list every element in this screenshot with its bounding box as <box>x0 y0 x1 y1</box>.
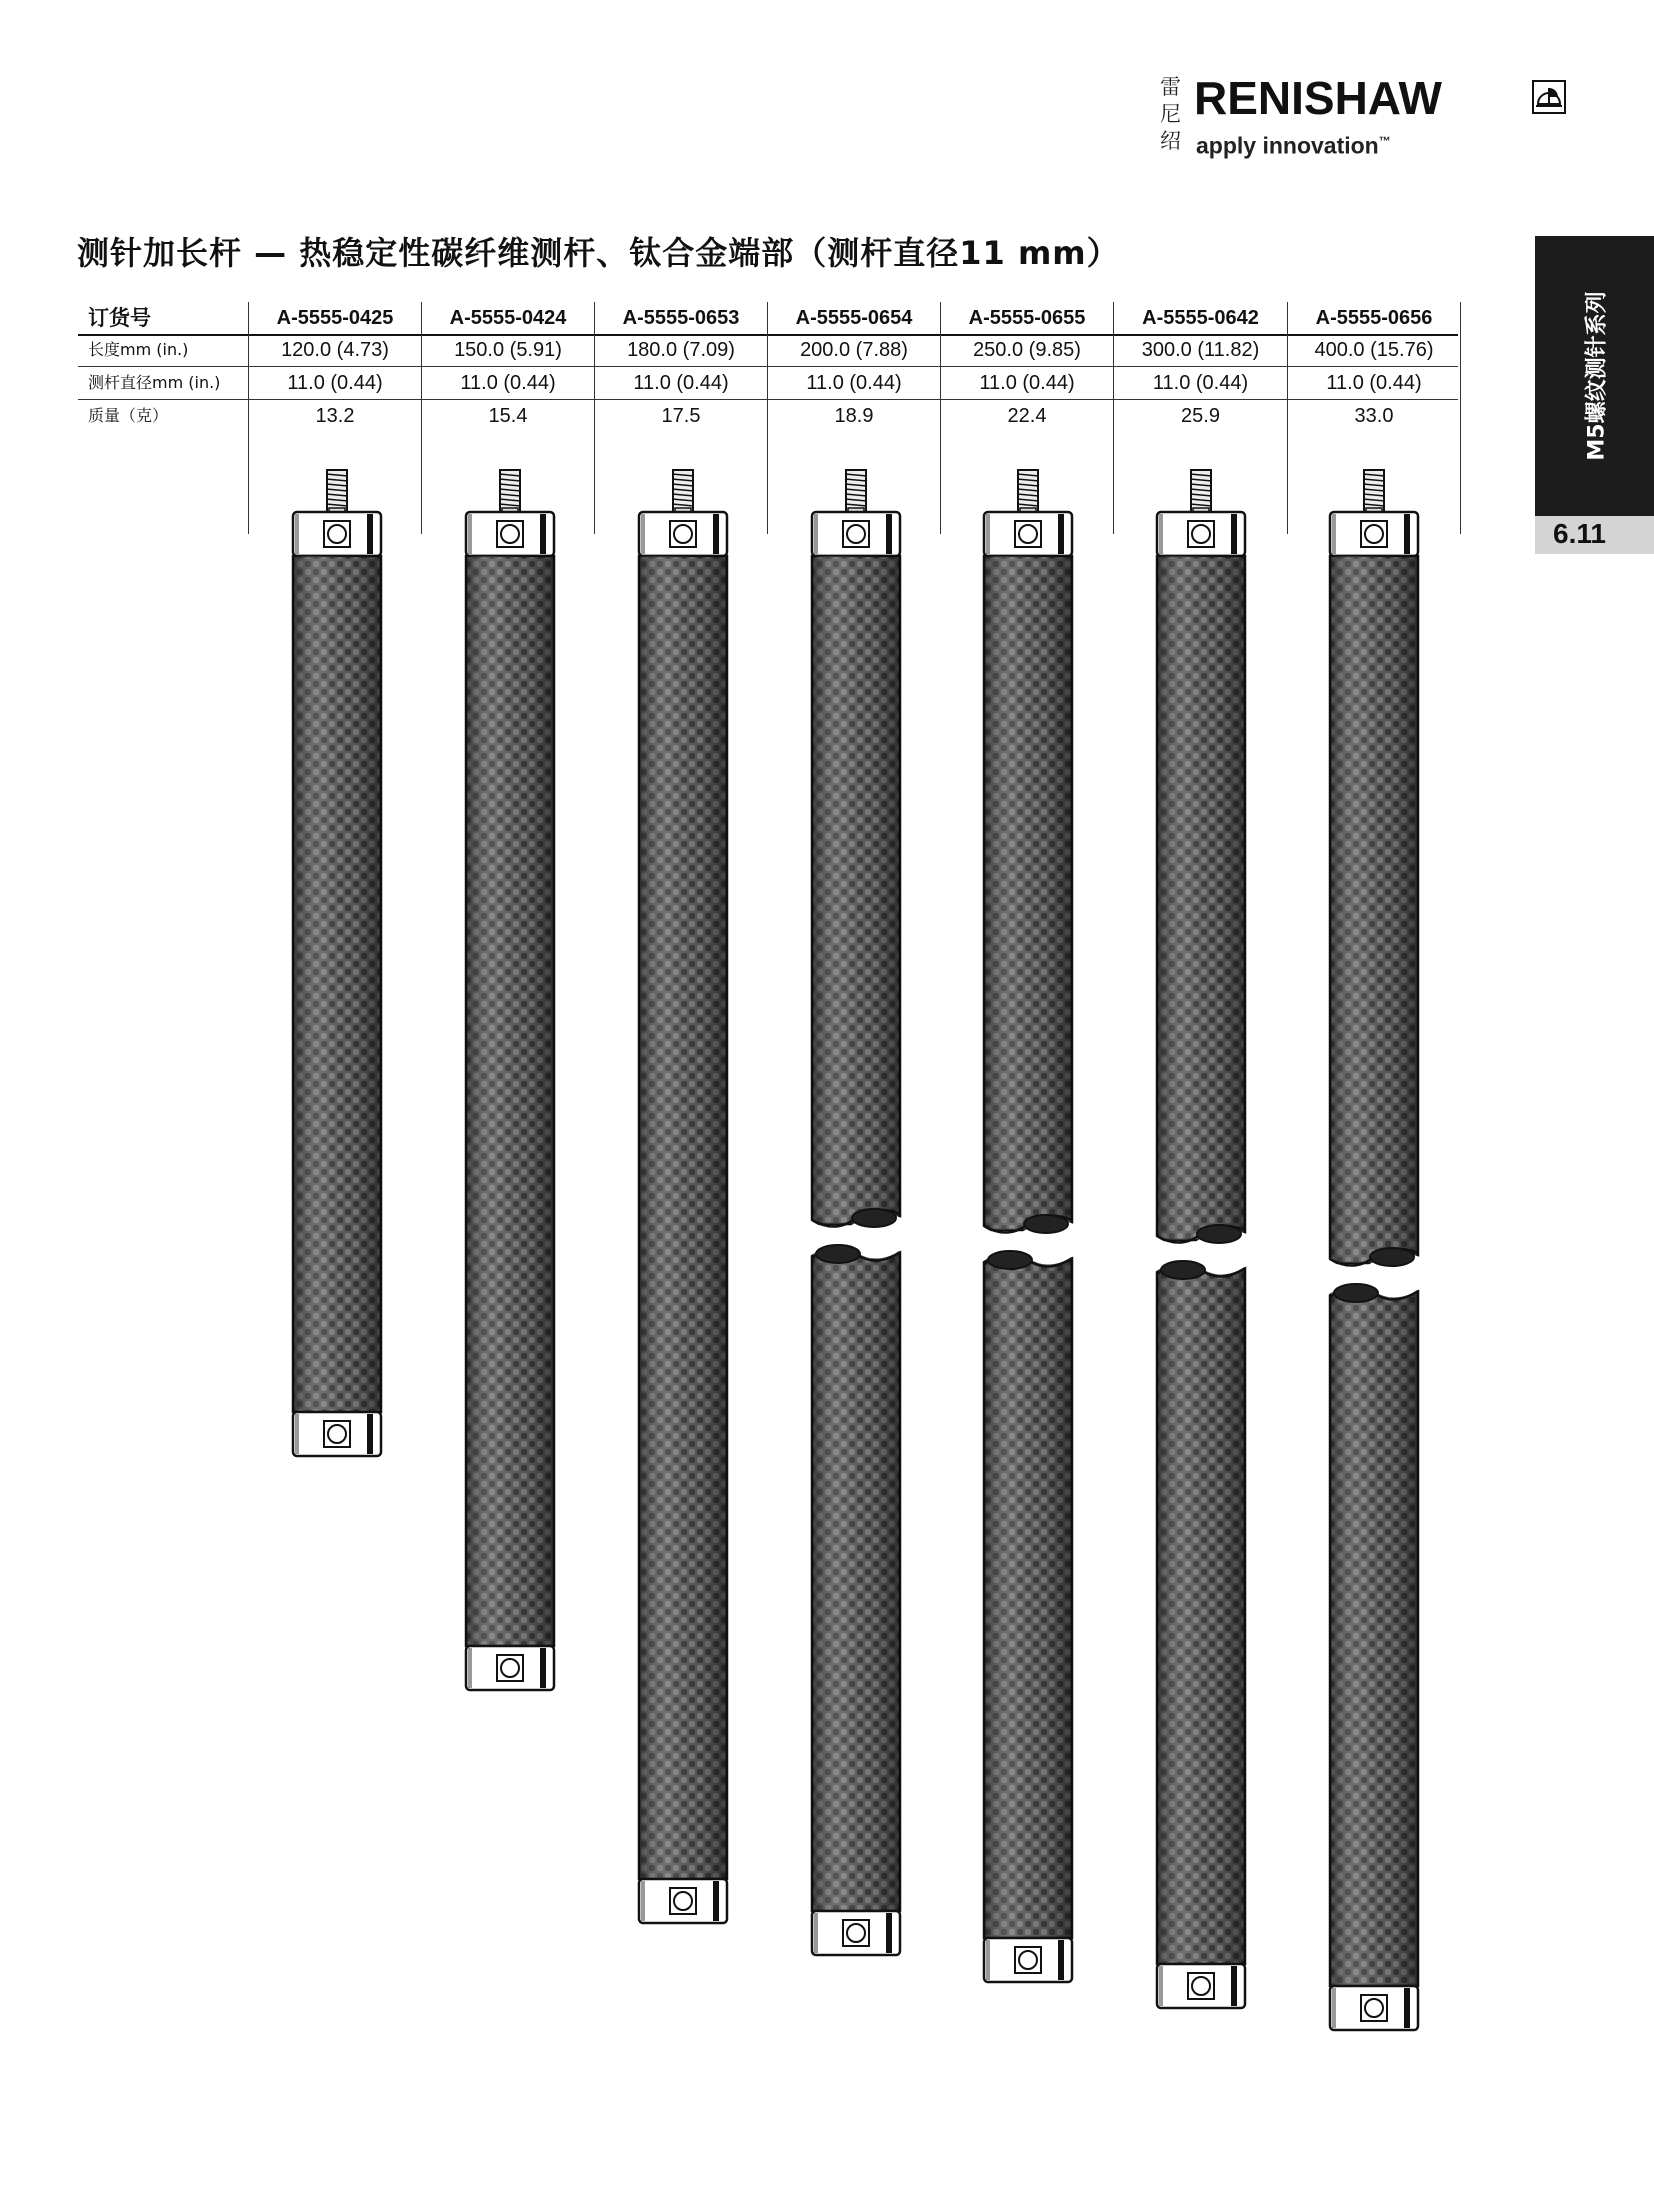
carbon-fiber-shaft <box>812 556 900 1224</box>
stylus-extension-6 <box>1155 470 1247 2008</box>
titanium-end-cap <box>984 512 1072 556</box>
length-cell: 400.0 (15.76) <box>1314 339 1434 361</box>
logo-brand-name: RENISHAW <box>1194 72 1442 124</box>
length-cell: 150.0 (5.91) <box>454 339 562 361</box>
titanium-end-cap <box>466 1646 554 1690</box>
mass-cell: 33.0 <box>1354 405 1394 427</box>
titanium-end-cap <box>984 1938 1072 1982</box>
order-code-cell: A-5555-0656 <box>1315 307 1433 329</box>
mass-cell: 22.4 <box>1007 405 1047 427</box>
order-code-cell: A-5555-0425 <box>276 307 394 329</box>
titanium-end-cap <box>639 512 727 556</box>
mass-cell: 13.2 <box>315 405 355 427</box>
page-number: 6.11 <box>1553 518 1606 549</box>
titanium-end-cap <box>293 1412 381 1456</box>
diameter-label: 测杆直径mm (in.) <box>88 373 221 392</box>
titanium-end-cap <box>812 512 900 556</box>
diameter-cell: 11.0 (0.44) <box>460 372 556 394</box>
titanium-end-cap <box>1157 1964 1245 2008</box>
logo-cn-char: 绍 <box>1160 129 1181 153</box>
stylus-extension-2 <box>466 470 554 1690</box>
mass-label: 质量（克） <box>88 406 169 425</box>
diameter-cell: 11.0 (0.44) <box>806 372 902 394</box>
stylus-extension-4 <box>810 470 902 1955</box>
stylus-extension-5 <box>982 470 1074 1982</box>
titanium-end-cap <box>1157 512 1245 556</box>
section-label: M5螺纹测针系列 <box>1584 291 1609 461</box>
page-title: 测针加长杆 — 热稳定性碳纤维测杆、钛合金端部（测杆直径11 mm） <box>77 234 1120 272</box>
m5-thread <box>1017 470 1039 516</box>
length-cell: 120.0 (4.73) <box>281 339 389 361</box>
order-code-cell: A-5555-0654 <box>795 307 913 329</box>
diameter-cell: 11.0 (0.44) <box>1152 372 1249 394</box>
m5-thread <box>1190 470 1212 516</box>
carbon-fiber-shaft <box>984 1256 1072 1938</box>
length-cell: 180.0 (7.09) <box>627 339 735 361</box>
m5-thread <box>499 470 521 516</box>
stylus-extension-3 <box>639 470 727 1923</box>
titanium-end-cap <box>1330 1986 1418 2030</box>
carbon-fiber-shaft <box>466 556 554 1646</box>
logo-cn-char: 尼 <box>1160 102 1181 126</box>
carbon-fiber-shaft <box>1157 556 1245 1240</box>
carbon-fiber-shaft <box>812 1250 900 1911</box>
order-code-cell: A-5555-0424 <box>449 307 567 329</box>
carbon-fiber-shaft <box>1330 556 1418 1263</box>
carbon-fiber-shaft <box>639 556 727 1879</box>
length-cell: 200.0 (7.88) <box>800 339 908 361</box>
carbon-fiber-shaft <box>293 556 381 1412</box>
mass-cell: 17.5 <box>661 405 701 427</box>
order-code-cell: A-5555-0642 <box>1142 307 1259 329</box>
carbon-fiber-shaft <box>984 556 1072 1230</box>
stylus-extension-7 <box>1328 470 1420 2030</box>
trademark-symbol: ™ <box>1378 134 1391 148</box>
logo-cn-char: 雷 <box>1160 75 1181 99</box>
length-cell: 300.0 (11.82) <box>1141 339 1260 361</box>
order-number-label: 订货号 <box>88 306 151 330</box>
m5-thread <box>326 470 348 516</box>
titanium-end-cap <box>466 512 554 556</box>
tagline-text: apply innovation <box>1196 132 1379 159</box>
length-cell: 250.0 (9.85) <box>973 339 1081 361</box>
m5-thread <box>672 470 694 516</box>
m5-thread <box>1363 470 1385 516</box>
carbon-fiber-shaft <box>1330 1289 1418 1986</box>
titanium-end-cap <box>812 1911 900 1955</box>
mass-cell: 18.9 <box>834 405 874 427</box>
m5-thread <box>845 470 867 516</box>
carbon-fiber-shaft <box>1157 1266 1245 1964</box>
titanium-end-cap <box>293 512 381 556</box>
length-label: 长度mm (in.) <box>88 340 189 359</box>
order-code-cell: A-5555-0653 <box>622 307 740 329</box>
mass-cell: 15.4 <box>488 405 528 427</box>
order-code-cell: A-5555-0655 <box>968 307 1086 329</box>
diameter-cell: 11.0 (0.44) <box>979 372 1075 394</box>
diameter-cell: 11.0 (0.44) <box>1326 372 1422 394</box>
diameter-cell: 11.0 (0.44) <box>287 372 383 394</box>
mass-cell: 25.9 <box>1181 405 1220 427</box>
titanium-end-cap <box>639 1879 727 1923</box>
diameter-cell: 11.0 (0.44) <box>633 372 729 394</box>
titanium-end-cap <box>1330 512 1418 556</box>
stylus-extension-1 <box>293 470 381 1456</box>
